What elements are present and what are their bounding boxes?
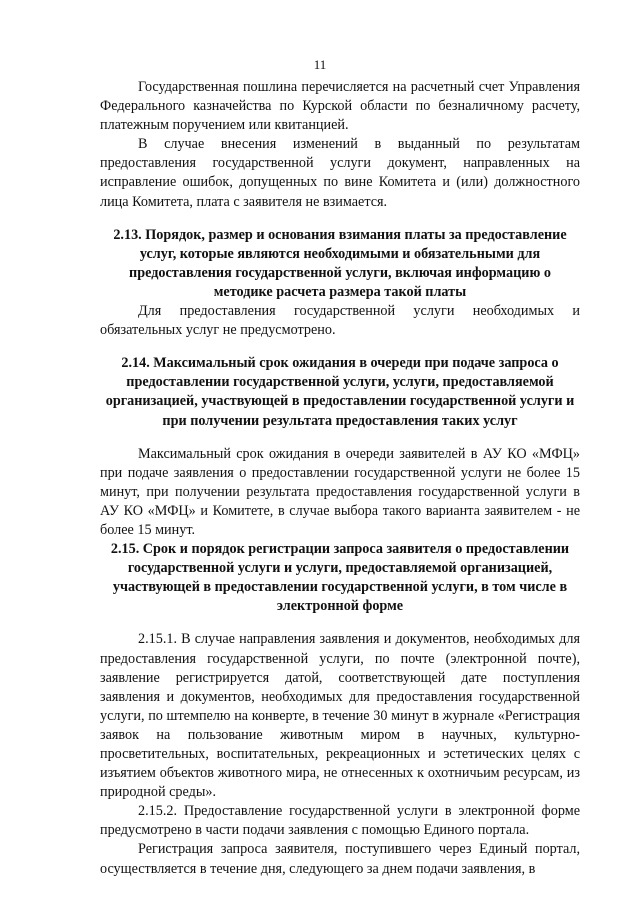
page-number: 11 [313, 57, 327, 72]
paragraph-portal-registration: Регистрация запроса заявителя, поступившего через Единый портал, осуществляется в течение дня, следующего за днем подачи заявления, в [100, 841, 580, 877]
section-heading-2-15: 2.15. Срок и порядок регистрации запроса заявителя о предоставлении государственной услуги и услуги, предоставляемой организацией, участвующей в предоставлении государственной услуги, в том числе в электронной форме [110, 541, 570, 615]
paragraph-2-15-2: 2.15.2. Предоставление государственной услуги в электронной форме предусмотрено в части подачи заявления с помощью Единого портала. [100, 803, 580, 839]
paragraph-2-15-1: 2.15.1. В случае направления заявления и документов, необходимых для предоставления государственной услуги, по почте (электронной почте), заявление регистрируется датой, соответствующей дате поступления заявления и документов, необходимых для предоставления государственной услуги, по штемпелю на конверте, в течение 30 минут в журнале «Регистрация заявок на пользование животным миром в научных, культурно-просветительных, воспитательных, рекреационных и эстетических целях с изъятием объектов животного мира, не отнесенных к охотничьим ресурсам, из природной среды». [100, 631, 580, 801]
section-heading-2-13: 2.13. Порядок, размер и основания взимания платы за предоставление услуг, которые являются необходимыми и обязательными для предоставления государственной услуги, включая информацию о методике расчета размера такой платы [113, 226, 567, 300]
paragraph-max-waiting-time: Максимальный срок ожидания в очереди заявителей в АУ КО «МФЦ» при подаче заявления о предоставлении государственной услуги не более 15 минут, при получении результата предоставления государственной услуги в АУ КО «МФЦ» и Комитете, в случае выбора такого варианта заявителем - не более 15 минут. [100, 445, 580, 538]
paragraph-fee-payment: Государственная пошлина перечисляется на расчетный счет Управления Федерального казначейства по Курской области по безналичному расчету, платежным поручением или квитанцией. [100, 79, 580, 134]
section-heading-2-14: 2.14. Максимальный срок ожидания в очереди при подаче запроса о предоставлении государственной услуги, услуги, предоставляемой организацией, участвующей в предоставлении государственной услуги и при получении результата предоставления таких услуг [105, 355, 575, 429]
paragraph-fee-exemption: В случае внесения изменений в выданный по результатам предоставления государственной услуги документ, направленных на исправление ошибок, допущенных по вине Комитета и (или) должностного лица Комитета, плата с заявителя не взимается. [100, 136, 580, 210]
paragraph-no-mandatory-services: Для предоставления государственной услуги необходимых и обязательных услуг не предусмотрено. [100, 303, 580, 339]
document-body [100, 78, 580, 879]
